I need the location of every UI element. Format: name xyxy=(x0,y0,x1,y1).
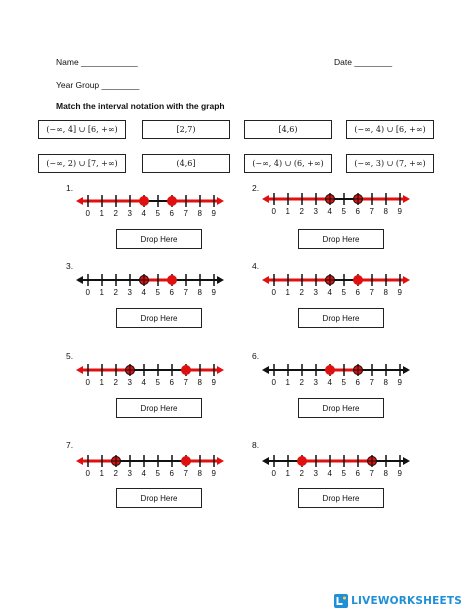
problem-8-drop-zone[interactable]: Drop Here xyxy=(298,488,384,508)
tick-label: 0 xyxy=(85,288,90,297)
answer-card-7[interactable]: (−∞, 4) ∪ (6, +∞) xyxy=(244,154,332,173)
tick-label: 7 xyxy=(183,288,188,297)
tick-label: 4 xyxy=(327,469,332,478)
arrow-left-icon xyxy=(262,195,269,203)
tick-label: 6 xyxy=(355,378,360,387)
footer-brand: LIVEWORKSHEETS xyxy=(351,595,462,607)
tick-label: 0 xyxy=(85,209,90,218)
arrow-right-icon xyxy=(217,457,224,465)
tick-label: 5 xyxy=(341,288,346,297)
tick-label: 6 xyxy=(169,288,174,297)
tick-label: 3 xyxy=(127,288,132,297)
tick-label: 9 xyxy=(397,469,402,478)
tick-label: 1 xyxy=(285,288,290,297)
tick-label: 9 xyxy=(397,378,402,387)
closed-point xyxy=(140,197,149,206)
tick-label: 7 xyxy=(369,207,374,216)
tick-label: 3 xyxy=(127,209,132,218)
tick-label: 7 xyxy=(369,469,374,478)
tick-label: 1 xyxy=(99,378,104,387)
liveworksheets-logo-icon xyxy=(334,594,348,608)
tick-label: 5 xyxy=(341,469,346,478)
problem-7-drop-zone[interactable]: Drop Here xyxy=(116,488,202,508)
tick-label: 8 xyxy=(383,207,388,216)
answer-card-6[interactable]: (4,6] xyxy=(142,154,230,173)
arrow-right-icon xyxy=(403,366,410,374)
tick-label: 8 xyxy=(197,209,202,218)
closed-point xyxy=(182,457,191,466)
tick-label: 2 xyxy=(299,288,304,297)
problem-1-drop-zone[interactable]: Drop Here xyxy=(116,229,202,249)
tick-label: 0 xyxy=(271,288,276,297)
tick-label: 5 xyxy=(155,469,160,478)
problem-3-number-line xyxy=(76,270,224,290)
tick-label: 6 xyxy=(169,378,174,387)
problem-8-number: 8. xyxy=(252,440,260,450)
arrow-left-icon xyxy=(76,457,83,465)
answer-card-2[interactable]: [2,7) xyxy=(142,120,230,139)
tick-label: 6 xyxy=(169,209,174,218)
problem-3-number: 3. xyxy=(66,261,74,271)
problem-5-number-line xyxy=(76,360,224,380)
tick-label: 9 xyxy=(211,288,216,297)
answer-card-1[interactable]: (−∞, 4] ∪ [6, +∞) xyxy=(38,120,126,139)
tick-label: 3 xyxy=(127,469,132,478)
arrow-right-icon xyxy=(403,276,410,284)
tick-label: 3 xyxy=(313,207,318,216)
tick-label: 3 xyxy=(313,469,318,478)
arrow-right-icon xyxy=(403,457,410,465)
tick-label: 0 xyxy=(271,469,276,478)
tick-label: 5 xyxy=(341,207,346,216)
problem-1-number: 1. xyxy=(66,183,74,193)
tick-label: 7 xyxy=(369,378,374,387)
tick-label: 9 xyxy=(211,209,216,218)
answer-card-8[interactable]: (−∞, 3) ∪ (7, +∞) xyxy=(346,154,434,173)
tick-label: 7 xyxy=(183,209,188,218)
date-field-label: Date ________ xyxy=(334,57,393,67)
tick-label: 1 xyxy=(285,378,290,387)
tick-label: 2 xyxy=(113,378,118,387)
problem-7-number-line xyxy=(76,451,224,471)
tick-label: 6 xyxy=(169,469,174,478)
tick-label: 2 xyxy=(299,207,304,216)
answer-card-4[interactable]: (−∞, 4) ∪ [6, +∞) xyxy=(346,120,434,139)
tick-label: 4 xyxy=(327,378,332,387)
tick-label: 3 xyxy=(127,378,132,387)
tick-label: 1 xyxy=(285,469,290,478)
arrow-right-icon xyxy=(403,195,410,203)
tick-label: 0 xyxy=(271,207,276,216)
tick-label: 8 xyxy=(197,288,202,297)
tick-label: 2 xyxy=(113,209,118,218)
problem-6-drop-zone[interactable]: Drop Here xyxy=(298,398,384,418)
tick-label: 1 xyxy=(99,469,104,478)
tick-label: 2 xyxy=(299,469,304,478)
answer-card-5[interactable]: (−∞, 2) ∪ [7, +∞) xyxy=(38,154,126,173)
tick-label: 6 xyxy=(355,469,360,478)
tick-label: 8 xyxy=(197,469,202,478)
problem-2-number-line xyxy=(262,189,410,209)
tick-label: 4 xyxy=(141,378,146,387)
arrow-left-icon xyxy=(76,276,83,284)
name-field-label: Name ____________ xyxy=(56,57,138,67)
tick-label: 8 xyxy=(383,378,388,387)
footer-bar xyxy=(0,591,474,611)
closed-point xyxy=(298,457,307,466)
tick-label: 4 xyxy=(327,207,332,216)
closed-point xyxy=(354,276,363,285)
problem-6-number-line xyxy=(262,360,410,380)
problem-5-number: 5. xyxy=(66,351,74,361)
arrow-left-icon xyxy=(76,197,83,205)
tick-label: 7 xyxy=(183,378,188,387)
arrow-right-icon xyxy=(217,276,224,284)
tick-label: 9 xyxy=(211,378,216,387)
instruction-heading: Match the interval notation with the graph xyxy=(56,101,225,111)
tick-label: 5 xyxy=(155,288,160,297)
closed-point xyxy=(182,366,191,375)
tick-label: 5 xyxy=(155,378,160,387)
tick-label: 4 xyxy=(141,288,146,297)
tick-label: 1 xyxy=(99,209,104,218)
tick-label: 6 xyxy=(355,288,360,297)
tick-label: 7 xyxy=(183,469,188,478)
problem-4-drop-zone[interactable]: Drop Here xyxy=(298,308,384,328)
tick-label: 1 xyxy=(99,288,104,297)
tick-label: 0 xyxy=(85,469,90,478)
problem-7-number: 7. xyxy=(66,440,74,450)
closed-point xyxy=(168,276,177,285)
problem-5-drop-zone[interactable]: Drop Here xyxy=(116,398,202,418)
problem-4-number-line xyxy=(262,270,410,290)
tick-label: 9 xyxy=(211,469,216,478)
arrow-right-icon xyxy=(217,197,224,205)
tick-label: 8 xyxy=(197,378,202,387)
arrow-left-icon xyxy=(262,276,269,284)
problem-2-number: 2. xyxy=(252,183,260,193)
tick-label: 0 xyxy=(271,378,276,387)
tick-label: 3 xyxy=(313,378,318,387)
problem-1-number-line xyxy=(76,191,224,211)
tick-label: 6 xyxy=(355,207,360,216)
closed-point xyxy=(168,197,177,206)
tick-label: 4 xyxy=(141,209,146,218)
tick-label: 9 xyxy=(397,207,402,216)
closed-point xyxy=(326,366,335,375)
tick-label: 4 xyxy=(141,469,146,478)
tick-label: 2 xyxy=(113,288,118,297)
tick-label: 0 xyxy=(85,378,90,387)
problem-4-number: 4. xyxy=(252,261,260,271)
answer-card-3[interactable]: [4,6) xyxy=(244,120,332,139)
tick-label: 2 xyxy=(113,469,118,478)
tick-label: 7 xyxy=(369,288,374,297)
tick-label: 8 xyxy=(383,469,388,478)
tick-label: 8 xyxy=(383,288,388,297)
tick-label: 5 xyxy=(341,378,346,387)
problem-6-number: 6. xyxy=(252,351,260,361)
tick-label: 4 xyxy=(327,288,332,297)
problem-3-drop-zone[interactable]: Drop Here xyxy=(116,308,202,328)
tick-label: 5 xyxy=(155,209,160,218)
arrow-right-icon xyxy=(217,366,224,374)
tick-label: 3 xyxy=(313,288,318,297)
arrow-left-icon xyxy=(262,457,269,465)
arrow-left-icon xyxy=(262,366,269,374)
arrow-left-icon xyxy=(76,366,83,374)
problem-2-drop-zone[interactable]: Drop Here xyxy=(298,229,384,249)
tick-label: 9 xyxy=(397,288,402,297)
tick-label: 2 xyxy=(299,378,304,387)
problem-8-number-line xyxy=(262,451,410,471)
tick-label: 1 xyxy=(285,207,290,216)
year-group-label: Year Group ________ xyxy=(56,80,140,90)
